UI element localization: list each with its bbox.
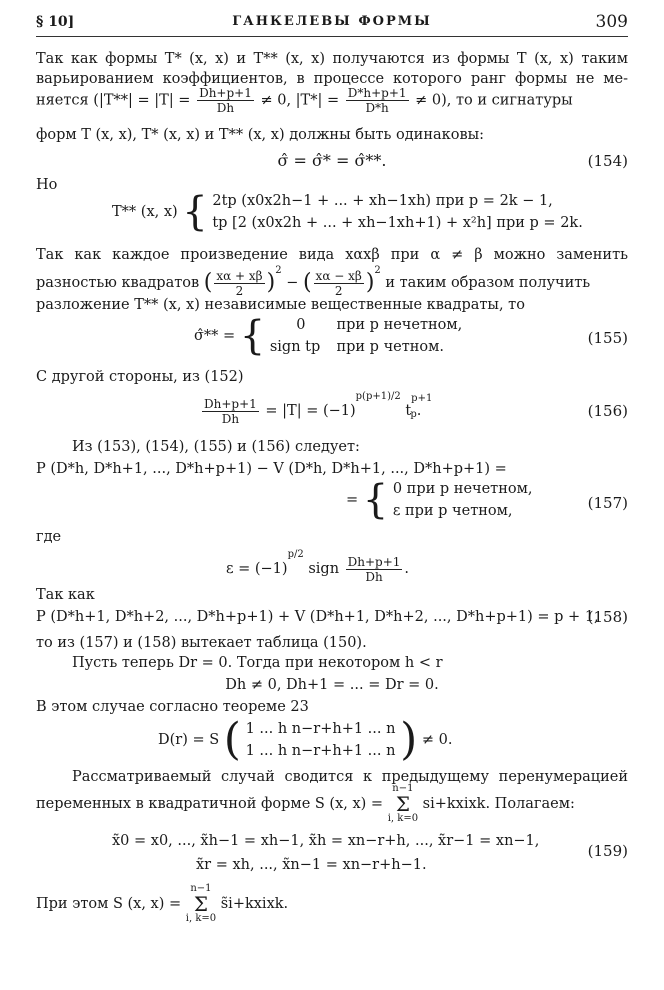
- text-fragment: При этом S (x, x) =: [36, 896, 182, 912]
- case-value: 0: [296, 317, 306, 333]
- sum-upper: n−1: [190, 883, 212, 894]
- paren: (: [302, 270, 312, 295]
- text-line: Рассматриваемый случай сводится к предыдущему перенумерацией: [72, 769, 628, 785]
- running-header: [36, 12, 628, 36]
- denominator: 2: [235, 283, 244, 298]
- fraction: [314, 269, 364, 298]
- text-fragment: ≠ 0, |T*| =: [260, 92, 340, 109]
- denominator: Dh: [365, 569, 383, 584]
- equation-line: Dh ≠ 0, Dh+1 = ... = Dr = 0.: [225, 677, 439, 693]
- sigma-symbol: Σ: [193, 892, 209, 916]
- case-line: [270, 336, 462, 358]
- numerator: xα − xβ: [315, 268, 362, 283]
- exponent: p(p+1)/2: [355, 391, 401, 402]
- matrix-row: 1 ... h n−r+h+1 ... n: [245, 721, 396, 737]
- equation-rhs: = |T| = (−1): [265, 403, 356, 419]
- chapter-title: ГАНКЕЛЕВЫ ФОРМЫ: [232, 14, 432, 29]
- text-fragment: s̃i+kxixk.: [220, 896, 289, 912]
- text-line: Но: [36, 177, 58, 193]
- equation-159-line1: x̃0 = x0, ..., x̃h−1 = xh−1, x̃h = xn−r+h, ..., x̃r−1 = xn−1,: [112, 833, 540, 849]
- summation: [186, 884, 216, 924]
- fraction: [214, 269, 264, 298]
- text-fragment: si+kxixk. Полагаем:: [422, 796, 575, 812]
- text-line-sum: [36, 784, 628, 826]
- case-value: sign tp: [269, 339, 321, 355]
- equation-lhs: σ̂** =: [194, 328, 236, 344]
- equation-157-lhs: P (D*h, D*h+1, ..., D*h+p+1) − V (D*h, D*h+1, ..., D*h+p+1) =: [36, 461, 507, 477]
- denominator: Dh: [216, 101, 235, 115]
- numerator: Dh+p+1: [204, 396, 257, 411]
- case-condition: при p нечетном,: [336, 317, 463, 333]
- numerator: Dh+p+1: [347, 554, 401, 569]
- cases-block: [393, 478, 533, 522]
- numerator: Dh+p+1: [199, 86, 252, 100]
- fraction: [346, 86, 409, 115]
- fraction: [346, 555, 403, 584]
- minus-sign: −: [286, 275, 299, 291]
- text-fragment: разностью квадратов: [36, 275, 200, 291]
- sigma-symbol: Σ: [395, 792, 410, 816]
- text-line: варьированием коэффициентов, в процессе которого ранг формы не ме-: [36, 71, 628, 87]
- text-line: где: [36, 529, 62, 545]
- equation-number: (156): [587, 402, 628, 420]
- cases-block: [270, 314, 462, 358]
- left-paren: (: [223, 714, 241, 765]
- denominator: Dh: [221, 411, 240, 426]
- denominator: 2: [334, 283, 343, 298]
- exponent: 2: [275, 265, 282, 276]
- text-fragment: ≠ 0), то и сигнатуры: [415, 92, 573, 109]
- exponent: 2: [374, 265, 381, 276]
- sum-upper: n−1: [392, 783, 414, 794]
- text-line: разложение T** (x, x) независимые вещественные квадраты, то: [36, 297, 525, 313]
- subscript: p: [410, 409, 417, 420]
- text-line-sum: [36, 884, 628, 926]
- equation-minor: [158, 714, 628, 765]
- equation-number: (157): [587, 494, 628, 512]
- equation-154: σ̂ = σ̂* = σ̂**.: [277, 151, 387, 170]
- equation-159-line2: x̃r = xh, ..., x̃n−1 = xn−r+h−1.: [196, 857, 427, 873]
- case-line: 2tp (x0x2h−1 + ... + xh−1xh) при p = 2k − 1,: [212, 193, 553, 209]
- fraction: [197, 86, 254, 115]
- exponent: p/2: [287, 549, 304, 560]
- text-fragment: и таким образом получить: [385, 275, 591, 291]
- cases-block: [212, 190, 582, 234]
- matrix-row: 1 ... h n−r+h+1 ... n: [245, 743, 396, 759]
- fraction: [202, 397, 259, 426]
- sign-function: sign: [308, 561, 340, 577]
- summation: [388, 784, 418, 824]
- paren: ): [365, 270, 375, 295]
- equation-157-rhs: [346, 478, 628, 524]
- text-line: Так как: [36, 587, 95, 603]
- paren: ): [266, 270, 276, 295]
- equation-number: (155): [587, 329, 628, 347]
- header-rule: [36, 36, 628, 37]
- right-paren: ): [400, 714, 418, 765]
- left-brace: {: [182, 189, 208, 235]
- text-line: Пусть теперь Dr = 0. Тогда при некотором h < r: [72, 655, 443, 671]
- variable-t: t: [405, 403, 412, 419]
- equals-sign: =: [346, 492, 359, 508]
- text-line: форм T (x, x), T* (x, x) и T** (x, x) должны быть одинаковы:: [36, 127, 485, 143]
- equation-155: [194, 314, 628, 360]
- sum-lower: i, k=0: [185, 913, 217, 924]
- equation-158: P (D*h+1, D*h+2, ..., D*h+p+1) + V (D*h+1, D*h+2, ..., D*h+p+1) = p + 1,: [36, 609, 599, 625]
- numerator: xα + xβ: [216, 268, 263, 283]
- text-line-fractions: [36, 262, 628, 296]
- text-line: то из (157) и (158) вытекает таблица (150).: [36, 635, 367, 651]
- equation-number: (159): [587, 842, 628, 860]
- section-label: § 10]: [36, 14, 75, 30]
- case-line: [270, 314, 462, 336]
- equation-cases: [112, 190, 628, 236]
- equation-lhs: D(r) = S: [158, 732, 220, 748]
- numerator: D*h+p+1: [347, 86, 407, 100]
- epsilon-definition: $\varepsilon = (-1)^{p/2}$ sign $\frac{Dh+p+1}{Dh}$ .: [226, 549, 410, 584]
- text-line: В этом случае согласно теореме 23: [36, 699, 309, 715]
- text-fragment: ≠ 0.: [421, 732, 453, 748]
- text-line: С другой стороны, из (152): [36, 369, 244, 385]
- text-fragment: переменных в квадратичной форме S (x, x) =: [36, 796, 384, 812]
- exponent: p+1: [411, 393, 433, 404]
- text-line-fractions: [36, 86, 628, 120]
- equation-156: $\frac{Dh+p+1}{Dh}$ = $|T| = (-1)^{p(p+1)/2}$ $t^{p+1}_p$.: [204, 391, 433, 426]
- left-brace: {: [362, 477, 389, 523]
- equation-lhs: T** (x, x): [112, 204, 178, 220]
- denominator: D*h: [365, 101, 389, 115]
- text-line: Так как формы T* (x, x) и T** (x, x) получаются из формы T (x, x) таким: [36, 51, 628, 67]
- case-line: tp [2 (x0x2h + ... + xh−1xh+1) + x²h] при p = 2k.: [212, 215, 583, 231]
- page-number: 309: [595, 12, 628, 32]
- case-line: ε при p четном,: [392, 503, 513, 519]
- index-matrix: [246, 718, 396, 762]
- equation-lhs: ε = (−1): [226, 561, 288, 577]
- text-line: Из (153), (154), (155) и (156) следует:: [72, 439, 360, 455]
- case-line: 0 при p нечетном,: [392, 481, 533, 497]
- sum-lower: i, k=0: [387, 813, 419, 824]
- text-fragment: няется (|T**| = |T| =: [36, 92, 191, 109]
- case-condition: при p четном.: [336, 339, 445, 355]
- equation-number: (158): [587, 608, 628, 626]
- text-line: Так как каждое произведение вида xαxβ при α ≠ β можно заменить: [36, 247, 628, 263]
- paren: (: [203, 270, 213, 295]
- equation-number: (154): [587, 152, 628, 170]
- left-brace: {: [239, 313, 266, 359]
